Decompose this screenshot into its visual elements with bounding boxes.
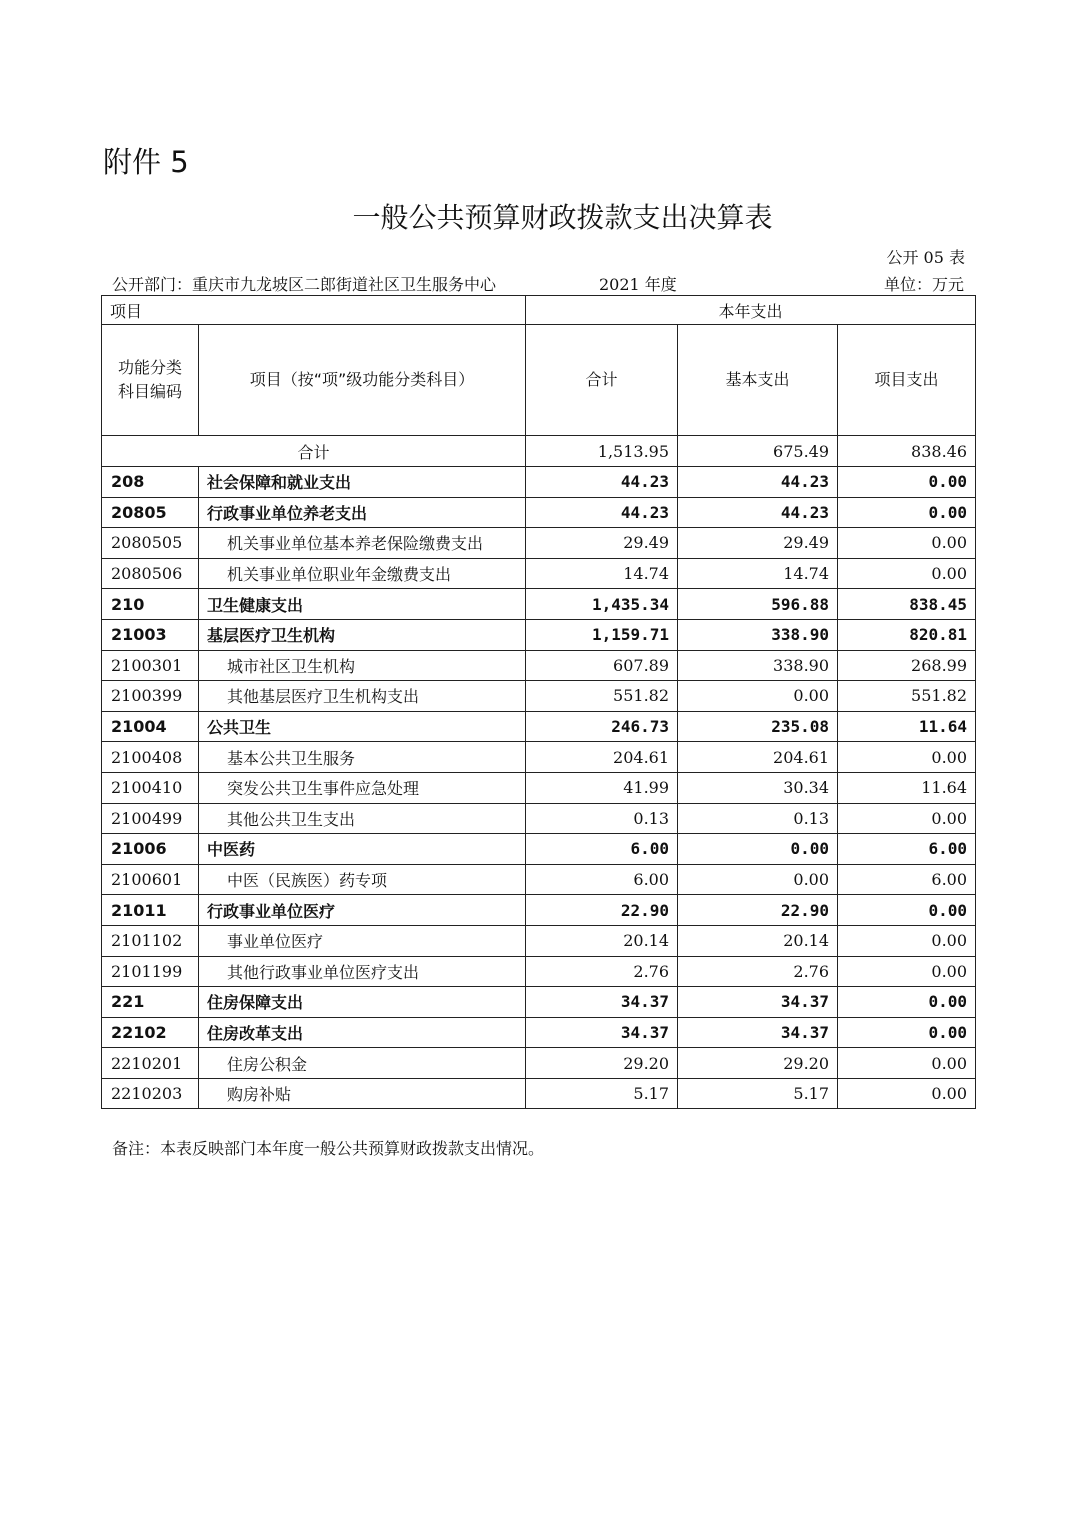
- row-project: 0.00: [838, 803, 976, 834]
- row-code: 21011: [102, 895, 199, 926]
- row-name: 中医（民族医）药专项: [199, 864, 526, 895]
- row-project: 551.82: [838, 681, 976, 712]
- row-name: 卫生健康支出: [199, 589, 526, 620]
- row-project: 0.00: [838, 742, 976, 773]
- row-project: 6.00: [838, 864, 976, 895]
- row-basic: 44.23: [678, 497, 838, 528]
- table-row: [102, 711, 976, 742]
- row-code: 2100399: [102, 681, 199, 712]
- row-basic: 235.08: [678, 711, 838, 742]
- row-project: 6.00: [838, 834, 976, 865]
- table-row: [102, 528, 976, 559]
- row-code: 21004: [102, 711, 199, 742]
- header-total: 合计: [526, 325, 678, 436]
- table-row: [102, 987, 976, 1018]
- row-name: 城市社区卫生机构: [199, 650, 526, 681]
- row-basic: 338.90: [678, 650, 838, 681]
- row-total: 1,159.71: [526, 619, 678, 650]
- row-basic: 29.20: [678, 1048, 838, 1079]
- row-basic: 2.76: [678, 956, 838, 987]
- row-total: 20.14: [526, 925, 678, 956]
- row-total: 204.61: [526, 742, 678, 773]
- total-basic: 675.49: [678, 436, 838, 467]
- page-title: 一般公共预算财政拨款支出决算表: [352, 201, 773, 234]
- row-project: 0.00: [838, 467, 976, 498]
- table-row: [102, 803, 976, 834]
- row-code: 2100301: [102, 650, 199, 681]
- fiscal-year: 2021 年度: [599, 275, 677, 294]
- row-project: 0.00: [838, 925, 976, 956]
- row-total: 607.89: [526, 650, 678, 681]
- row-total: 22.90: [526, 895, 678, 926]
- row-total: 246.73: [526, 711, 678, 742]
- total-label: 合计: [102, 436, 526, 467]
- row-code: 21003: [102, 619, 199, 650]
- row-code: 21006: [102, 834, 199, 865]
- row-basic: 14.74: [678, 558, 838, 589]
- row-name: 突发公共卫生事件应急处理: [199, 772, 526, 803]
- row-total: 2.76: [526, 956, 678, 987]
- row-basic: 20.14: [678, 925, 838, 956]
- row-basic: 34.37: [678, 1017, 838, 1048]
- row-project: 0.00: [838, 1048, 976, 1079]
- row-total: 34.37: [526, 1017, 678, 1048]
- row-project: 0.00: [838, 956, 976, 987]
- row-name: 住房保障支出: [199, 987, 526, 1018]
- table-row: [102, 742, 976, 773]
- row-name: 机关事业单位职业年金缴费支出: [199, 558, 526, 589]
- row-name: 社会保障和就业支出: [199, 467, 526, 498]
- row-name: 其他行政事业单位医疗支出: [199, 956, 526, 987]
- table-row: [102, 1048, 976, 1079]
- row-code: 2100499: [102, 803, 199, 834]
- row-name: 事业单位医疗: [199, 925, 526, 956]
- row-total: 41.99: [526, 772, 678, 803]
- row-name: 公共卫生: [199, 711, 526, 742]
- row-basic: 338.90: [678, 619, 838, 650]
- table-row: [102, 681, 976, 712]
- row-total: 29.49: [526, 528, 678, 559]
- row-total: 44.23: [526, 467, 678, 498]
- row-project: 11.64: [838, 772, 976, 803]
- row-project: 0.00: [838, 497, 976, 528]
- row-basic: 0.00: [678, 681, 838, 712]
- row-total: 29.20: [526, 1048, 678, 1079]
- row-basic: 34.37: [678, 987, 838, 1018]
- row-total: 6.00: [526, 834, 678, 865]
- row-total: 6.00: [526, 864, 678, 895]
- row-project: 0.00: [838, 1078, 976, 1109]
- row-code: 221: [102, 987, 199, 1018]
- row-project: 0.00: [838, 528, 976, 559]
- row-basic: 204.61: [678, 742, 838, 773]
- row-code: 2210203: [102, 1078, 199, 1109]
- header-project: 项目: [102, 296, 526, 325]
- row-name: 购房补贴: [199, 1078, 526, 1109]
- row-name: 基本公共卫生服务: [199, 742, 526, 773]
- header-name: 项目（按“项”级功能分类科目）: [199, 325, 526, 436]
- header-basic: 基本支出: [678, 325, 838, 436]
- row-total: 0.13: [526, 803, 678, 834]
- row-project: 0.00: [838, 895, 976, 926]
- row-code: 20805: [102, 497, 199, 528]
- header-project-exp: 项目支出: [838, 325, 976, 436]
- row-code: 2100601: [102, 864, 199, 895]
- table-row: [102, 1078, 976, 1109]
- expenditure-table: [101, 295, 976, 1109]
- row-total: 14.74: [526, 558, 678, 589]
- row-basic: 0.00: [678, 864, 838, 895]
- row-project: 838.45: [838, 589, 976, 620]
- header-code: 功能分类科目编码: [102, 325, 199, 436]
- table-row: [102, 650, 976, 681]
- attachment-label: 附件 5: [103, 145, 189, 179]
- row-basic: 0.00: [678, 834, 838, 865]
- row-total: 5.17: [526, 1078, 678, 1109]
- row-name: 基层医疗卫生机构: [199, 619, 526, 650]
- total-sum: 1,513.95: [526, 436, 678, 467]
- row-code: 210: [102, 589, 199, 620]
- table-row: [102, 619, 976, 650]
- header-current-year: 本年支出: [526, 296, 976, 325]
- row-code: 2101102: [102, 925, 199, 956]
- row-code: 22102: [102, 1017, 199, 1048]
- table-row: [102, 589, 976, 620]
- row-basic: 29.49: [678, 528, 838, 559]
- row-project: 11.64: [838, 711, 976, 742]
- row-code: 2210201: [102, 1048, 199, 1079]
- row-basic: 22.90: [678, 895, 838, 926]
- row-basic: 5.17: [678, 1078, 838, 1109]
- total-project: 838.46: [838, 436, 976, 467]
- table-row: [102, 895, 976, 926]
- row-name: 其他基层医疗卫生机构支出: [199, 681, 526, 712]
- row-code: 2100410: [102, 772, 199, 803]
- row-code: 2080505: [102, 528, 199, 559]
- table-row: [102, 772, 976, 803]
- footnote: 备注：本表反映部门本年度一般公共预算财政拨款支出情况。: [112, 1139, 545, 1158]
- row-total: 1,435.34: [526, 589, 678, 620]
- unit-label: 单位：万元: [883, 275, 964, 294]
- row-code: 208: [102, 467, 199, 498]
- row-name: 机关事业单位基本养老保险缴费支出: [199, 528, 526, 559]
- row-total: 34.37: [526, 987, 678, 1018]
- row-name: 住房公积金: [199, 1048, 526, 1079]
- row-code: 2100408: [102, 742, 199, 773]
- table-row: [102, 925, 976, 956]
- table-row: [102, 467, 976, 498]
- table-row: [102, 834, 976, 865]
- row-total: 551.82: [526, 681, 678, 712]
- row-name: 中医药: [199, 834, 526, 865]
- row-code: 2101199: [102, 956, 199, 987]
- department: 公开部门：重庆市九龙坡区二郎街道社区卫生服务中心: [112, 275, 497, 294]
- table-row: [102, 558, 976, 589]
- table-row: [102, 864, 976, 895]
- row-basic: 596.88: [678, 589, 838, 620]
- row-project: 268.99: [838, 650, 976, 681]
- row-project: 0.00: [838, 1017, 976, 1048]
- row-name: 住房改革支出: [199, 1017, 526, 1048]
- row-code: 2080506: [102, 558, 199, 589]
- table-row: [102, 497, 976, 528]
- table-row: [102, 1017, 976, 1048]
- row-name: 行政事业单位养老支出: [199, 497, 526, 528]
- row-basic: 30.34: [678, 772, 838, 803]
- row-name: 其他公共卫生支出: [199, 803, 526, 834]
- total-row: [102, 436, 976, 467]
- table-row: [102, 956, 976, 987]
- row-project: 0.00: [838, 987, 976, 1018]
- row-name: 行政事业单位医疗: [199, 895, 526, 926]
- row-basic: 44.23: [678, 467, 838, 498]
- form-code: 公开 05 表: [886, 248, 965, 267]
- row-total: 44.23: [526, 497, 678, 528]
- row-project: 820.81: [838, 619, 976, 650]
- row-basic: 0.13: [678, 803, 838, 834]
- row-project: 0.00: [838, 558, 976, 589]
